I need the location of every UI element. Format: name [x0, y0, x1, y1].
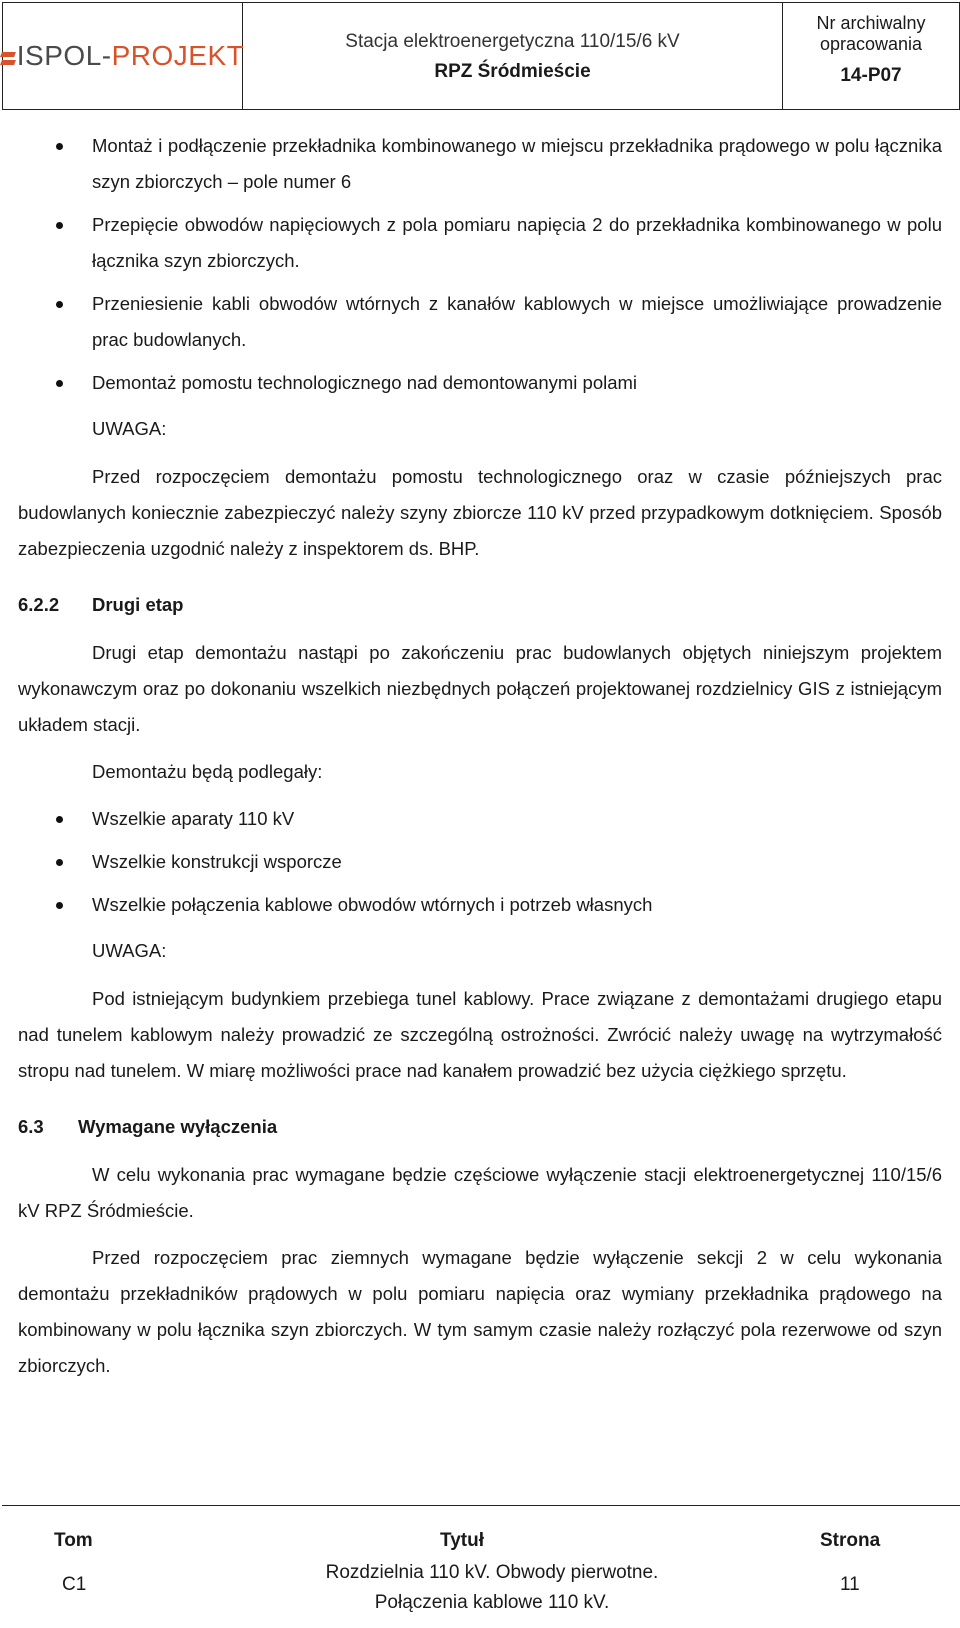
logo-text-left: ISPOL-: [16, 40, 112, 71]
section-title: Wymagane wyłączenia: [78, 1116, 278, 1137]
list-item: Przepięcie obwodów napięciowych z pola pomiaru napięcia 2 do przekładnika kombinowanego w polu łącznika szyn zbiorczych.: [18, 207, 942, 279]
bullet-icon: [56, 816, 63, 823]
logo-mark-icon: [1, 52, 15, 66]
archive-label: Nr archiwalny opracowania: [816, 13, 926, 54]
section-number: 6.2.2: [18, 594, 60, 615]
footer-tom-value: C1: [62, 1574, 87, 1595]
note-label: UWAGA:: [92, 418, 167, 439]
section-heading: [18, 1109, 942, 1145]
list-item: Wszelkie połączenia kablowe obwodów wtórnych i potrzeb własnych: [18, 887, 942, 923]
footer-title-line1: Rozdzielnia 110 kV. Obwody pierwotne.: [325, 1562, 659, 1583]
bullet-icon: [56, 859, 63, 866]
archive-cell: [783, 3, 959, 109]
station-subtitle: RPZ Śródmieście: [434, 61, 591, 82]
company-logo: [1, 40, 244, 72]
note-paragraph: Przed rozpoczęciem demontażu pomostu technologicznego oraz w czasie późniejszych prac budowlanych koniecznie zabezpieczyć należy szyny zbiorcze 110 kV przed przypadkowym dotknięciem. Sposób zabezpieczenia uzgodnić należy z inspektorem ds. BHP.: [18, 466, 942, 559]
footer-title: [242, 1558, 742, 1618]
paragraph: Przed rozpoczęciem prac ziemnych wymagane będzie wyłączenie sekcji 2 w celu wykonania demontażu przekładników prądowych w polu pomiaru napięcia oraz wymiany przekładnika prądowego na kombinowany w polu łącznika szyn zbiorczych. W tym samym czasie należy rozłączyć pola rezerwowe od szyn zbiorczych.: [18, 1247, 942, 1376]
list-item: Przeniesienie kabli obwodów wtórnych z kanałów kablowych w miejsce umożliwiające prowadzenie prac budowlanych.: [18, 286, 942, 358]
footer-strona-label: Strona: [820, 1530, 881, 1551]
section-heading: [18, 587, 942, 623]
logo-cell: [3, 3, 243, 109]
bullet-icon: [56, 222, 63, 229]
list-item: Wszelkie konstrukcji wsporcze: [18, 844, 942, 880]
station-name: Stacja elektroenergetyczna 110/15/6 kV: [345, 31, 680, 52]
bullet-icon: [56, 143, 63, 150]
footer-tom-label: Tom: [54, 1530, 93, 1551]
note-paragraph: Pod istniejącym budynkiem przebiega tunel kablowy. Prace związane z demontażami drugiego etapu nad tunelem kablowym należy prowadzić ze szczególną ostrożności. Zwrócić należy uwagę na wytrzymałość stropu nad tunelem. W miarę możliwości prace nad kanałem prowadzić bez użycia ciężkiego sprzętu.: [18, 988, 942, 1081]
bullet-icon: [56, 301, 63, 308]
list-item: Wszelkie aparaty 110 kV: [18, 801, 942, 837]
archive-number: 14-P07: [840, 65, 902, 86]
document-body: [18, 128, 942, 1395]
list-item: Demontaż pomostu technologicznego nad demontowanymi polami: [18, 365, 942, 401]
footer-page-number: 11: [840, 1574, 860, 1595]
document-header: [2, 2, 960, 110]
footer-tytul-label: Tytuł: [440, 1530, 484, 1551]
section-title: Drugi etap: [92, 594, 184, 615]
list-intro: Demontażu będą podlegały:: [92, 761, 323, 782]
paragraph: W celu wykonania prac wymagane będzie częściowe wyłączenie stacji elektroenergetycznej 110/15/6 kV RPZ Śródmieście.: [18, 1164, 942, 1221]
note-label: UWAGA:: [92, 940, 167, 961]
footer-title-line2: Połączenia kablowe 110 kV.: [374, 1592, 610, 1613]
footer-divider: [2, 1505, 960, 1506]
list-item: Montaż i podłączenie przekładnika kombinowanego w miejscu przekładnika prądowego w polu łącznika szyn zbiorczych – pole numer 6: [18, 128, 942, 200]
section-number: 6.3: [18, 1116, 44, 1137]
paragraph: Drugi etap demontażu nastąpi po zakończeniu prac budowlanych objętych niniejszym projektem wykonawczym oraz po dokonaniu wszelkich niezbędnych połączeń projektowanej rozdzielnicy GIS z istniejącym układem stacji.: [18, 642, 942, 735]
header-title-cell: [243, 3, 783, 109]
logo-text-right: PROJEKT: [111, 40, 245, 71]
bullet-icon: [56, 902, 63, 909]
bullet-icon: [56, 380, 63, 387]
